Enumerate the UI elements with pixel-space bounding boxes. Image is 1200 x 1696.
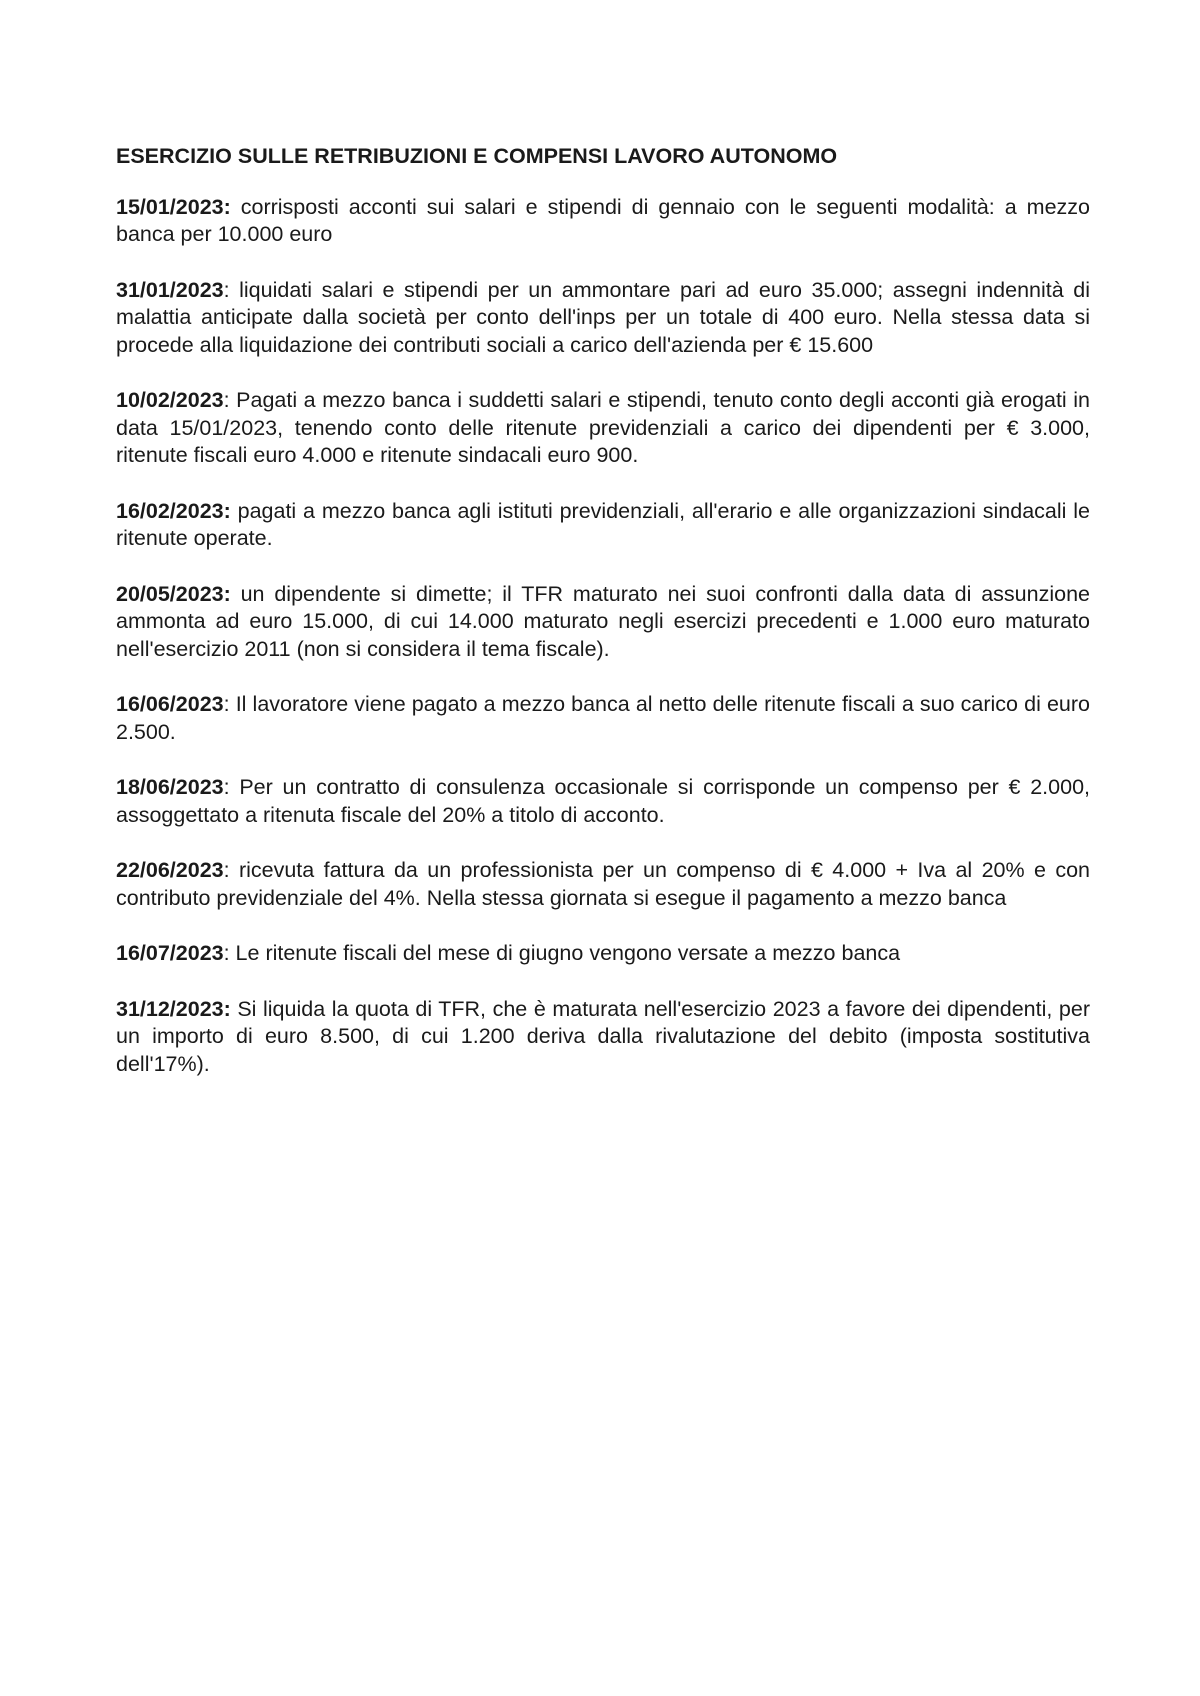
entry-text: : Pagati a mezzo banca i suddetti salari e stipendi, tenuto conto degli acconti già erogati in data 15/01/2023, tenendo conto delle ritenute previdenziali a carico dei dipendenti per € 3.000, ritenute fiscali euro 4.000 e ritenute sindacali euro 900. <box>116 388 1090 467</box>
entry-date: 16/07/2023 <box>116 941 224 965</box>
entry-text: : Il lavoratore viene pagato a mezzo banca al netto delle ritenute fiscali a suo carico di euro 2.500. <box>116 692 1090 744</box>
entry-date: 22/06/2023 <box>116 858 224 882</box>
entry-paragraph <box>116 857 1090 912</box>
entry-text: Si liquida la quota di TFR, che è maturata nell'esercizio 2023 a favore dei dipendenti, per un importo di euro 8.500, di cui 1.200 deriva dalla rivalutazione del debito (imposta sostitutiva dell'17%). <box>116 996 1090 1076</box>
entry-text: : Per un contratto di consulenza occasionale si corrisponde un compenso per € 2.000, assoggettato a ritenuta fiscale del 20% a titolo di acconto. <box>116 775 1090 827</box>
entry-paragraph <box>116 691 1090 746</box>
entry-date: 16/02/2023: <box>116 498 231 523</box>
document-title: ESERCIZIO SULLE RETRIBUZIONI E COMPENSI LAVORO AUTONOMO <box>116 144 838 168</box>
entry-date: 18/06/2023 <box>116 775 224 799</box>
entry-text: : liquidati salari e stipendi per un ammontare pari ad euro 35.000; assegni indennità di malattia anticipate dalla società per conto dell'inps per un totale di 400 euro. Nella stessa data si procede alla liquidazione dei contributi sociali a carico dell'azienda per € 15.600 <box>116 277 1090 357</box>
entry-date: 15/01/2023: <box>116 194 231 219</box>
entry-date: 20/05/2023: <box>116 581 231 606</box>
entry-text: : ricevuta fattura da un professionista per un compenso di € 4.000 + Iva al 20% e con contributo previdenziale del 4%. Nella stessa giornata si esegue il pagamento a mezzo banca <box>116 858 1090 910</box>
entry-paragraph <box>116 774 1090 829</box>
entry-text: : Le ritenute fiscali del mese di giugno vengono versate a mezzo banca <box>223 941 901 965</box>
entry-paragraph <box>116 387 1090 470</box>
entry-paragraph <box>116 940 1090 968</box>
entry-date: 16/06/2023 <box>116 692 224 716</box>
entry-paragraph <box>116 581 1090 664</box>
entry-text: un dipendente si dimette; il TFR maturato nei suoi confronti dalla data di assunzione ammonta ad euro 15.000, di cui 14.000 maturato negli esercizi precedenti e 1.000 euro maturato nell'esercizio 2011 (non si considera il tema fiscale). <box>116 581 1090 661</box>
entry-text: corrisposti acconti sui salari e stipendi di gennaio con le seguenti modalità: a mezzo banca per 10.000 euro <box>116 194 1090 246</box>
entry-paragraph <box>116 996 1090 1079</box>
entry-paragraph <box>116 194 1090 249</box>
entry-text: pagati a mezzo banca agli istituti previdenziali, all'erario e alle organizzazioni sindacali le ritenute operate. <box>116 498 1090 550</box>
entry-date: 31/01/2023 <box>116 277 224 302</box>
document-body <box>116 143 1090 1106</box>
entry-paragraph <box>116 498 1090 553</box>
entry-paragraph <box>116 277 1090 360</box>
entry-date: 31/12/2023: <box>116 996 231 1021</box>
entry-date: 10/02/2023 <box>116 388 224 412</box>
